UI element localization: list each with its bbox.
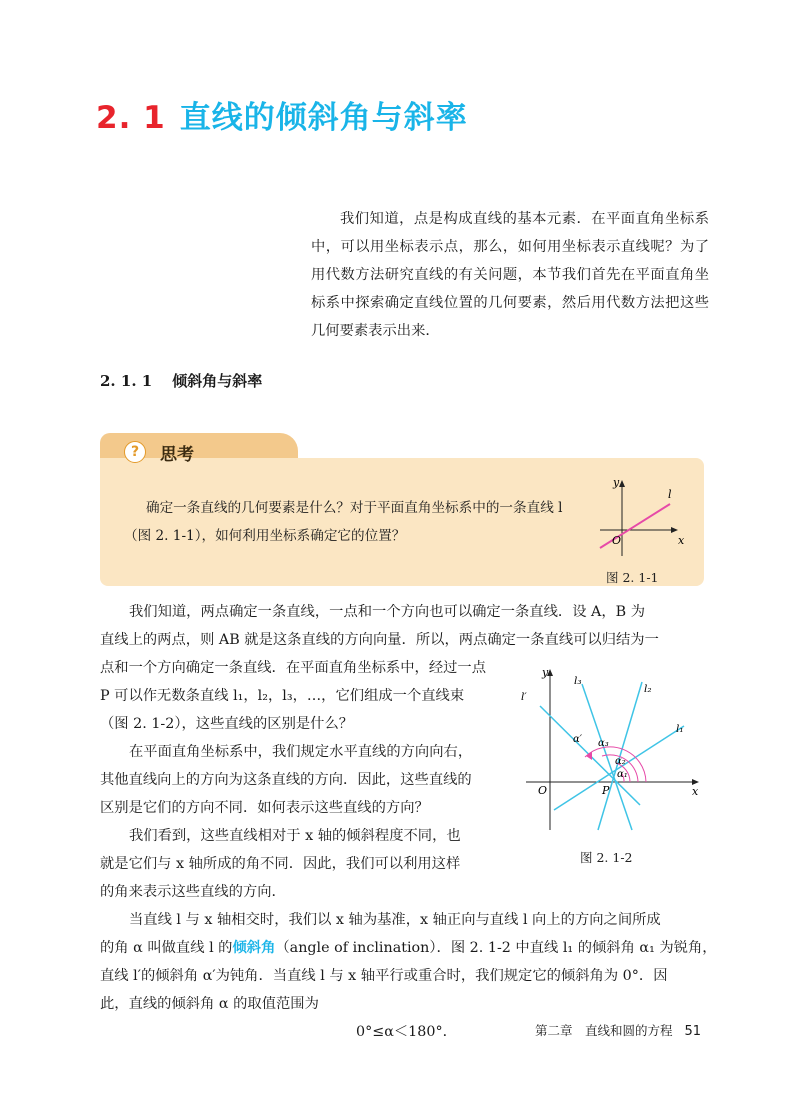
subsection-title: 倾斜角与斜率 [172, 372, 263, 390]
figure-2-1-1-caption: 图 2. 1-1 [606, 570, 659, 585]
section-title-text: 直线的倾斜角与斜率 [179, 100, 468, 136]
definition-line-2 [100, 934, 717, 962]
section-number: 2. 1 [96, 100, 166, 136]
fig1-y-arrow-icon [619, 480, 625, 487]
body-line-6: 在平面直角坐标系中，我们规定水平直线的方向向右， [129, 744, 473, 760]
intro-paragraph: 我们知道，点是构成直线的基本元素．在平面直角坐标系中，可以用坐标表示点，那么，如何用坐标表示直线呢？为了用代数方法研究直线的有关问题，本节我们首先在平面直角坐标系中探索确定直线位置的几何要素，然后用代数方法把这些几何要素表示出来． [311, 211, 709, 339]
footer-chapter: 第二章 直线和圆的方程 [535, 1023, 673, 1038]
fig1-y-label: y [613, 476, 620, 489]
fig2-label-l1: l₁ [676, 723, 684, 735]
fig2-x-label: x [692, 785, 699, 798]
body-line-7: 其他直线向上的方向为这条直线的方向．因此，这些直线的 [100, 772, 472, 788]
page-footer [535, 1021, 701, 1039]
fig2-label-alpha1: α₁ [617, 769, 628, 780]
body-line-2: 直线上的两点，则 AB 就是这条直线的方向向量．所以，两点确定一条直线可以归结为一 [100, 632, 659, 648]
fig2-origin-label: O [538, 784, 548, 797]
definition-term: 倾斜角 [232, 940, 276, 956]
page-number: 51 [684, 1024, 702, 1039]
section-title [96, 92, 468, 137]
fig2-point-label: P [602, 784, 610, 797]
body-line-11: 的角来表示这些直线的方向． [100, 884, 286, 900]
body-line-10: 就是它们与 x 轴所成的角不同．因此，我们可以利用这样 [100, 856, 461, 872]
fig2-label-l2: l₂ [644, 683, 652, 695]
definition-line-2-end: （angle of inclination）．图 2. 1-2 中直线 l₁ 的倾斜角 α₁ 为锐角， [275, 940, 717, 956]
fig1-x-label: x [678, 534, 685, 547]
definition-line-1: 当直线 l 与 x 轴相交时，我们以 x 轴为基准，x 轴正向与直线 l 向上的方向之间所成 [129, 912, 661, 928]
body-line-8: 区别是它们的方向不同．如何表示这些直线的方向？ [100, 800, 429, 816]
body-line-5: （图 2. 1-2），这些直线的区别是什么？ [100, 716, 354, 732]
fig1-line-l [600, 504, 670, 548]
fig1-x-arrow-icon [671, 527, 678, 533]
subsection-heading [100, 370, 262, 391]
figure-2-1-2-caption: 图 2. 1-2 [580, 850, 633, 865]
fig2-label-alpha2: α₂ [615, 756, 626, 767]
fig2-label-alpha-prime: α′ [573, 734, 583, 745]
question-icon: ? [124, 441, 146, 463]
fig2-y-label: y [542, 666, 549, 679]
subsection-number: 2. 1. 1 [100, 372, 153, 390]
body-line-1: 我们知道，两点确定一条直线，一点和一个方向也可以确定一条直线．设 A，B 为 [129, 604, 646, 620]
definition-line-2-start: 的角 α 叫做直线 l 的 [100, 940, 233, 956]
fig2-label-alpha3: α₃ [598, 738, 609, 749]
body-line-4: P 可以作无数条直线 l₁，l₂，l₃，…，它们组成一个直线束 [100, 688, 465, 704]
think-question: 确定一条直线的几何要素是什么？对于平面直角坐标系中的一条直线 l（图 2. 1-1），如何利用坐标系确定它的位置？ [124, 500, 563, 544]
figure-2-1-1 [592, 472, 692, 562]
fig2-label-l-prime: l′ [521, 691, 527, 703]
think-label: 思考 [160, 445, 194, 465]
fig1-line-label: l [668, 488, 672, 501]
fig1-origin-label: O [612, 534, 622, 547]
definition-line-3: 直线 l′的倾斜角 α′为钝角．当直线 l 与 x 轴平行或重合时，我们规定它的倾斜角为 0°．因 [100, 968, 668, 984]
fig2-label-l3: l₃ [574, 675, 582, 687]
body-line-3: 点和一个方向确定一条直线．在平面直角坐标系中，经过一点 [100, 660, 487, 676]
definition-line-4: 此，直线的倾斜角 α 的取值范围为 [100, 996, 319, 1012]
figure-2-1-2 [518, 660, 710, 840]
body-line-9: 我们看到，这些直线相对于 x 轴的倾斜程度不同，也 [129, 828, 461, 844]
range-formula: 0°≤α＜180°． [356, 1024, 457, 1040]
